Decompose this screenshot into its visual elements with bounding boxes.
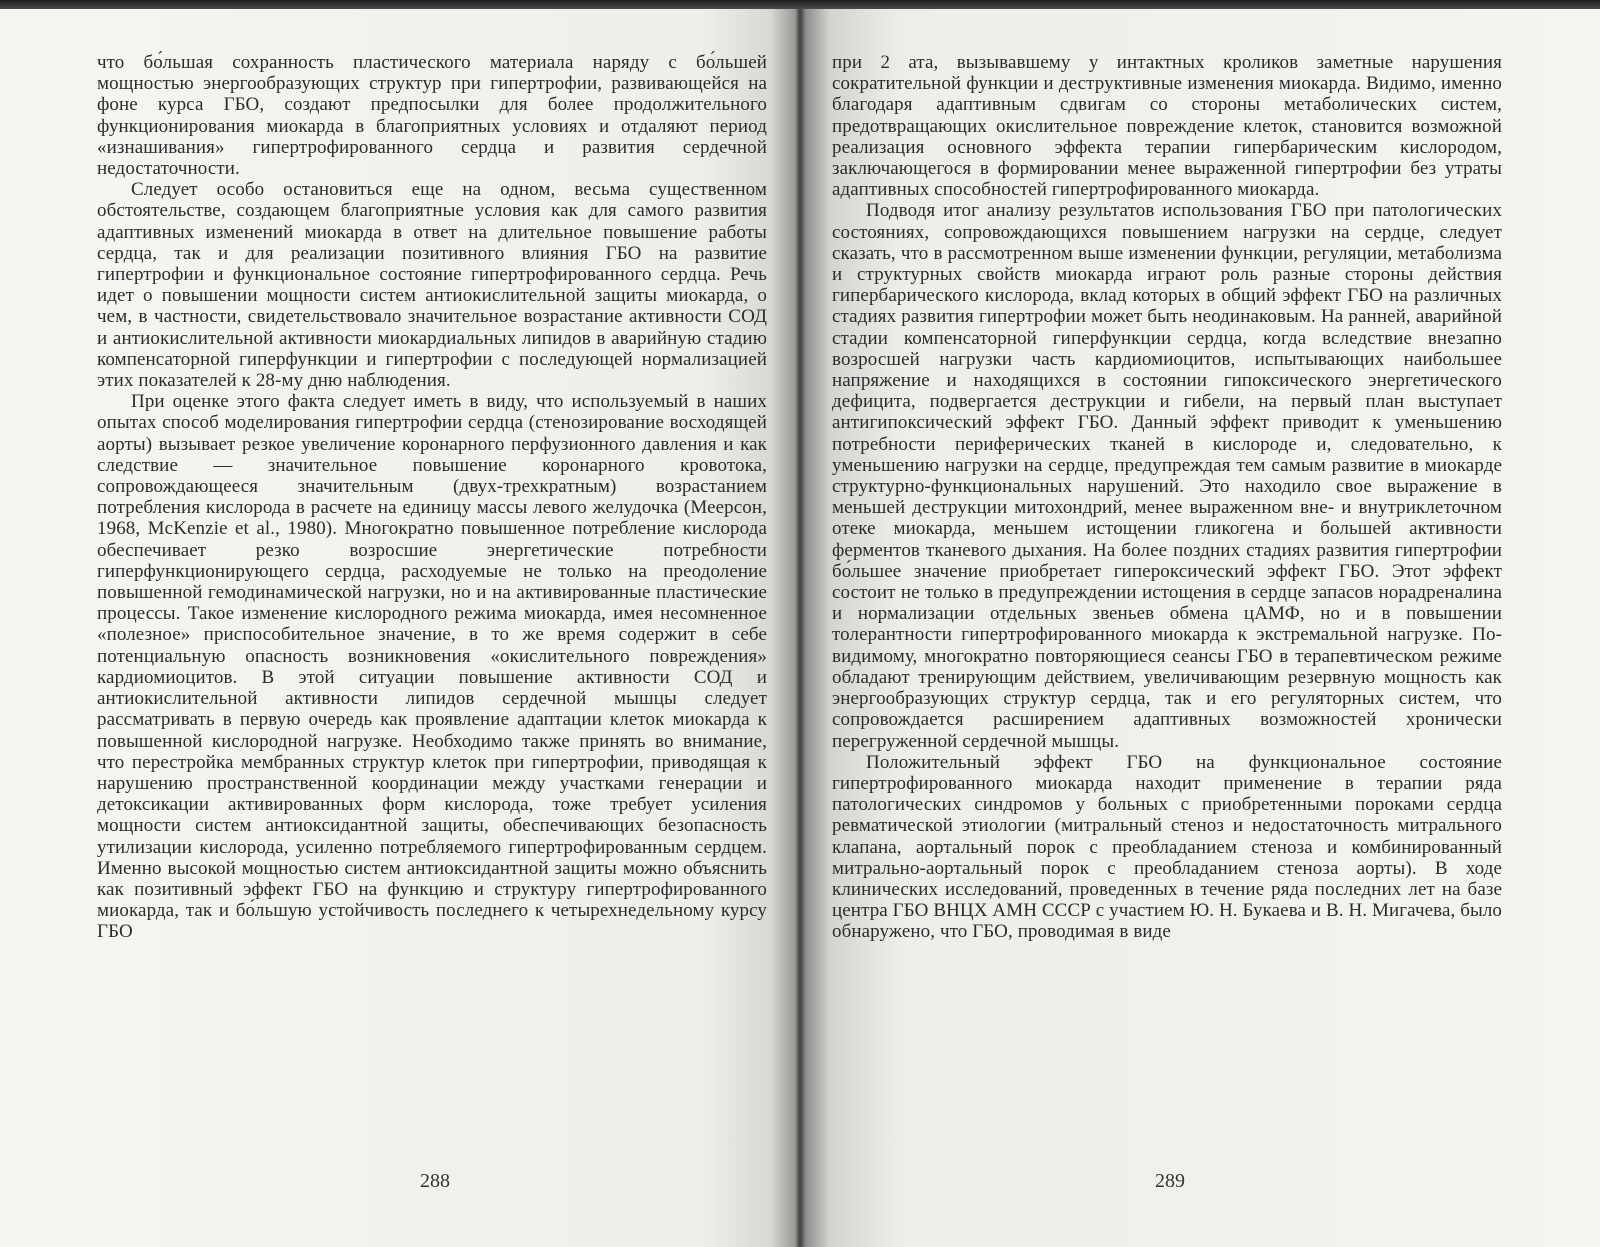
right-paragraph-1: при 2 ата, вызывавшему у интактных кроликов заметные нарушения сократительной функции и деструктивные изменения миокарда. Видимо, именно благодаря адаптивным сдвигам со стороны метаболических систем, предотвращающих окислительное повреждение клеток, становится возможной реализация основного эффекта терапии гипербарическим кислородом, заключающегося в формировании менее выраженной гипертрофии без утраты адаптивных способностей гипертрофированного миокарда.: [832, 52, 1502, 201]
top-page-edge: [0, 0, 1600, 9]
right-page-number: 289: [1155, 1170, 1185, 1192]
left-paragraph-2: Следует особо остановиться еще на одном, весьма существенном обстоятельстве, создающем благоприятные условия как для самого развития адаптивных изменений миокарда в ответ на длительное повышение работы сердца, так и для реализации позитивного влияния ГБО на развитие гипертрофии и функциональное состояние гипертрофированного сердца. Речь идет о повышении мощности систем антиокислительной защиты миокарда, о чем, в частности, свидетельствовало значительное возрастание активности СОД и антиокислительной активности миокардиальных липидов в аварийную стадию компенсаторной гиперфункции и гипертрофии с последующей нормализацией этих показателей к 28-му дню наблюдения.: [97, 179, 767, 392]
right-paragraph-2: Подводя итог анализу результатов использования ГБО при патологических состояниях, сопровождающихся повышением нагрузки на сердце, следует сказать, что в рассмотренном выше изменении функции, регуляции, метаболизма и структурных свойств миокарда играют роль разные стороны действия гипербарического кислорода, вклад которых в общий эффект ГБО на различных стадиях развития гипертрофии может быть неодинаковым. На ранней, аварийной стадии компенсаторной гиперфункции сердца, когда вследствие внезапно возросшей нагрузки часть кардиомиоцитов, испытывающих наибольшее напряжение и находящихся в состоянии гипоксического энергетического дефицита, подвергается деструкции и гибели, на первый план выступает антигипоксический эффект ГБО. Данный эффект приводит к уменьшению потребности периферических тканей в кислороде и, следовательно, к уменьшению нагрузки на сердце, предупреждая тем самым развитие в миокарде структурно-функциональных нарушений. Это находило свое выражение в меньшей деструкции митохондрий, менее выраженном вне- и внутриклеточном отеке миокарда, меньшем истощении гликогена и большей активности ферментов тканевого дыхания. На более поздних стадиях развития гипертрофии бо́льшее значение приобретает гипероксический эффект ГБО. Этот эффект состоит не только в предупреждении истощения в сердце запасов норадреналина и нормализации отдельных звеньев обмена цАМФ, но и в повышении толерантности гипертрофированного миокарда к экстремальной нагрузке. По-видимому, многократно повторяющиеся сеансы ГБО в терапевтическом режиме обладают тренирующим действием, увеличивающим резервную мощность как энергообразующих структур сердца, так и его регуляторных систем, что сопровождается расширением адаптивных возможностей хронически перегруженной сердечной мышцы.: [832, 200, 1502, 752]
left-paragraph-1: что бо́льшая сохранность пластического материала наряду с бо́льшей мощностью энергообразующих структур при гипертрофии, развивающейся на фоне курса ГБО, создают предпосылки для более продолжительного функционирования миокарда в благоприятных условиях и отдаляют период «изнашивания» гипертрофированного сердца и развития сердечной недостаточности.: [97, 52, 767, 180]
right-page: [832, 52, 1502, 943]
left-page: [97, 52, 767, 943]
right-paragraph-3: Положительный эффект ГБО на функциональное состояние гипертрофированного миокарда находит применение в терапии ряда патологических синдромов у больных с приобретенными пороками сердца ревматической этиологии (митральный стеноз и недостаточность митрального клапана, аортальный порок с преобладанием стеноза и комбинированный митрально-аортальный порок с преобладанием стеноза аорты). В ходе клинических исследований, проведенных в течение ряда последних лет на базе центра ГБО ВНЦХ АМН СССР с участием Ю. Н. Букаева и В. Н. Мигачева, было обнаружено, что ГБО, проводимая в виде: [832, 751, 1503, 943]
left-page-number: 288: [420, 1170, 450, 1192]
left-paragraph-3: При оценке этого факта следует иметь в виду, что используемый в наших опытах способ моделирования гипертрофии сердца (стенозирование восходящей аорты) вызывает резкое увеличение коронарного перфузионного давления и как следствие — значительное повышение коронарного кровотока, сопровождающееся значительным (двух-трехкратным) возрастанием потребления кислорода в расчете на единицу массы левого желудочка (Меерсон, 1968, McKenzie et al., 1980). Многократно повышенное потребление кислорода обеспечивает резко возросшие энергетические потребности гиперфункционирующего сердца, расходуемые не только на преодоление повышенной гемодинамической нагрузки, но и на активированные пластические процессы. Такое изменение кислородного режима миокарда, имея несомненное «полезное» приспособительное значение, в то же время содержит в себе потенциальную опасность возникновения «окислительного повреждения» кардиомиоцитов. В этой ситуации повышение активности СОД и антиокислительной активности липидов сердечной мышцы следует рассматривать в первую очередь как проявление адаптации клеток миокарда к повышенной кислородной нагрузке. Необходимо также принять во внимание, что перестройка мембранных структур клеток при гипертрофии, приводящая к нарушению пространственной координации между участками генерации и детоксикации активированных форм кислорода, тоже требует усиления мощности систем антиоксидантной защиты, обеспечивающих безопасность утилизации кислорода, усиленно потребляемого гипертрофированным сердцем. Именно высокой мощностью систем антиоксидантной защиты можно объяснить как позитивный эффект ГБО на функцию и структуру гипертрофированного миокарда, так и бо́льшую устойчивость последнего к четырехнедельному курсу ГБО: [97, 391, 767, 943]
